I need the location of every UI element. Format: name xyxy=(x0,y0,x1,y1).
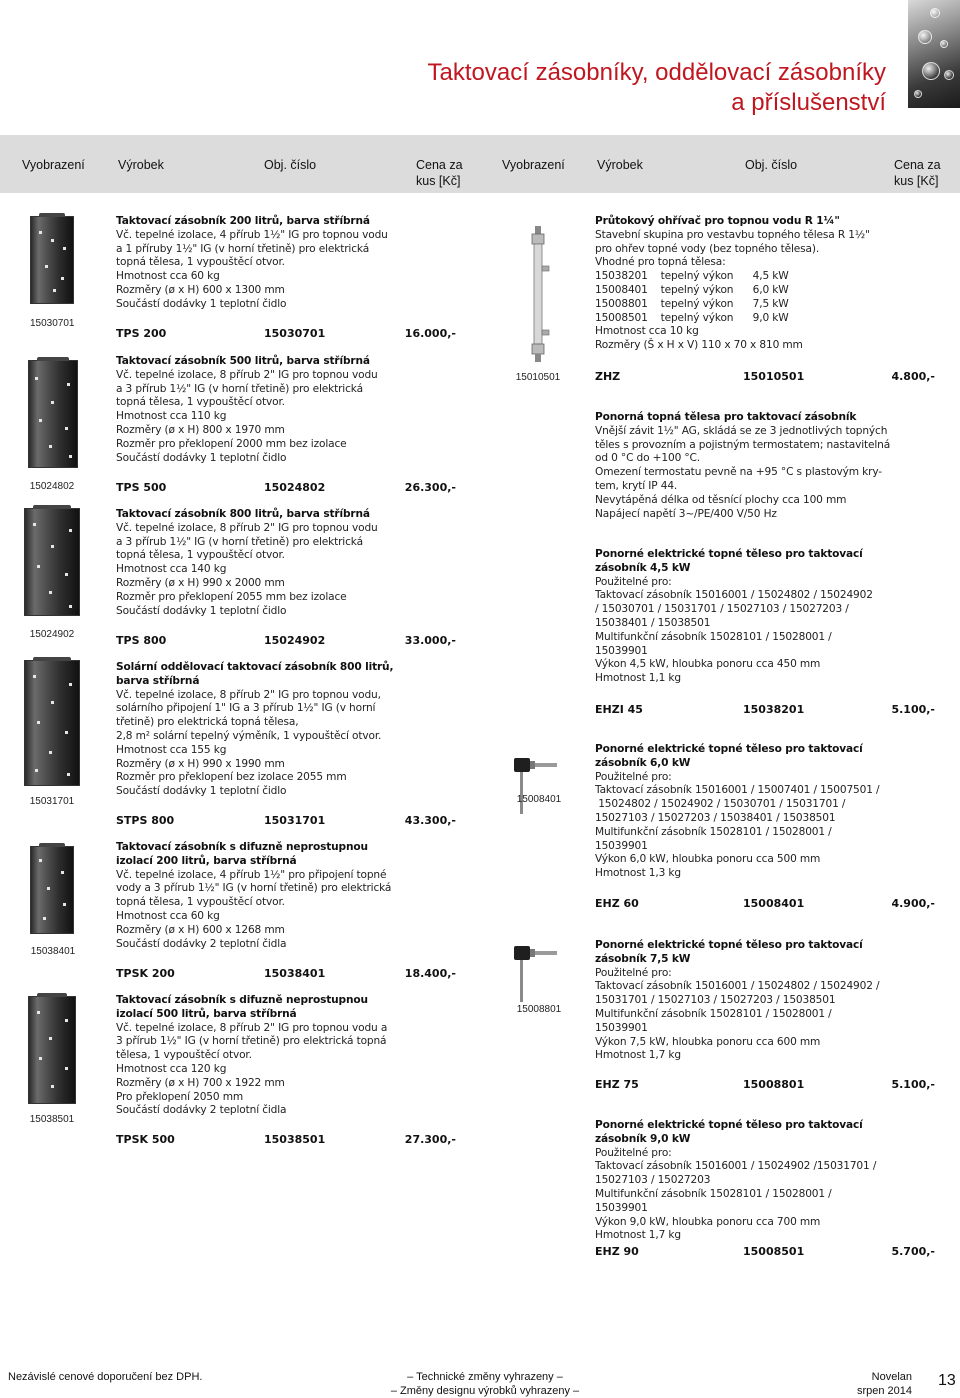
product-price: 5.100,- xyxy=(891,1078,935,1091)
product-detail-line: Výkon 6,0 kW, hloubka ponoru cca 500 mm xyxy=(595,853,821,866)
image-code-label: 15008401 xyxy=(516,794,562,805)
product-detail-line: Použitelné pro: xyxy=(595,575,672,588)
product-detail-line: 15039901 xyxy=(595,1201,648,1214)
product-price: 16.000,- xyxy=(404,327,456,340)
product-detail-line: / 15030701 / 15031701 / 15027103 / 15027203 / xyxy=(595,603,849,616)
product-detail-line: a 3 přírub 1½" IG (v horní třetině) pro elektrická xyxy=(116,382,363,395)
product-name: TPSK 500 xyxy=(116,1133,175,1146)
product-detail-line: Použitelné pro: xyxy=(595,770,672,783)
product-detail-line: 2,8 m² solární tepelný výměník, 1 vypouštěcí otvor. xyxy=(116,729,382,742)
product-detail-line: Omezení termostatu pevně na +95 °C s plastovým kry- xyxy=(595,466,882,479)
product-detail-line: Rozměry (ø x H) 800 x 1970 mm xyxy=(116,423,285,436)
product-detail-line: 15008501 tepelný výkon 9,0 kW xyxy=(595,311,789,324)
product-price: 26.300,- xyxy=(404,481,456,494)
header-right-code: Obj. číslo xyxy=(745,158,798,172)
price-row-stps800 xyxy=(116,814,456,828)
header-right-price-2: kus [Kč] xyxy=(894,174,939,188)
header-left-code: Obj. číslo xyxy=(264,158,317,172)
product-detail-line: 15038401 / 15038501 xyxy=(595,616,711,629)
product-detail-line: Vč. tepelné izolace, 4 přírub 1½" IG pro topnou vodu xyxy=(116,228,388,241)
product-detail-line: Vč. tepelné izolace, 8 přírub 2" IG pro topnou vodu, xyxy=(116,688,381,701)
product-detail-line: Výkon 4,5 kW, hloubka ponoru cca 450 mm xyxy=(595,658,821,671)
product-detail-line: solárního připojení 1" IG a 3 přírub 1½" IG (v horní xyxy=(116,702,376,715)
image-code-label: 15038401 xyxy=(30,946,76,957)
product-detail-line: Použitelné pro: xyxy=(595,966,672,979)
product-detail-line: Napájecí napětí 3~/PE/400 V/50 Hz xyxy=(595,507,777,520)
product-detail-line: 15024802 / 15024902 / 15030701 / 15031701 / xyxy=(595,798,846,811)
product-price: 33.000,- xyxy=(404,634,456,647)
product-heading-line: zásobník 6,0 kW xyxy=(595,756,691,769)
footer-date: srpen 2014 xyxy=(856,1385,912,1397)
product-detail-line: Vč. tepelné izolace, 8 přírub 2" IG pro topnou vodu xyxy=(116,521,378,534)
product-price: 5.700,- xyxy=(891,1245,935,1258)
product-detail-line: Součástí dodávky 1 teplotní čidlo xyxy=(116,297,287,310)
product-description-ehz75 xyxy=(595,939,879,1063)
product-detail-line: Hmotnost cca 120 kg xyxy=(116,1062,227,1075)
product-heading-line: Solární oddělovací taktovací zásobník 800 litrů, xyxy=(116,661,394,673)
product-heading-line: izolací 200 litrů, barva stříbrná xyxy=(116,854,297,867)
product-detail-line: Vnější závit 1½" AG, skládá se ze 3 jednotlivých topných xyxy=(595,424,888,437)
immersion-heater-image-7-5kw xyxy=(512,940,558,1004)
product-name: TPSK 200 xyxy=(116,967,175,980)
product-detail-line: Multifunkční zásobník 15028101 / 15028001 / xyxy=(595,825,832,838)
product-name: TPS 800 xyxy=(116,634,167,647)
product-detail-line: Pro překlopení 2050 mm xyxy=(116,1090,244,1103)
product-name: ZHZ xyxy=(595,370,621,383)
product-detail-line: Stavební skupina pro vestavbu topného tělesa R 1½" xyxy=(595,228,870,241)
product-heading-line: Průtokový ohřívač pro topnou vodu R 1¼" xyxy=(595,215,840,227)
product-price: 43.300,- xyxy=(404,814,456,827)
product-detail-line: Rozměry (ø x H) 990 x 1990 mm xyxy=(116,757,285,770)
product-name: EHZ 90 xyxy=(595,1245,639,1258)
product-detail-line: Rozměr pro překlopení 2000 mm bez izolace xyxy=(116,437,347,450)
price-row-zhz xyxy=(595,370,935,384)
product-description-tps500 xyxy=(116,355,378,465)
product-price: 5.100,- xyxy=(891,703,935,716)
product-detail-line: Součástí dodávky 1 teplotní čidlo xyxy=(116,451,287,464)
tank-image-tps800 xyxy=(24,508,80,616)
product-name: EHZ 75 xyxy=(595,1078,639,1091)
product-heading-line: barva stříbrná xyxy=(116,674,200,687)
product-heading-line: zásobník 7,5 kW xyxy=(595,952,691,965)
header-left-product: Výrobek xyxy=(118,158,164,172)
price-row-tpsk500 xyxy=(116,1133,456,1147)
product-description-ehz90 xyxy=(595,1119,876,1243)
product-detail-line: topná tělesa, 1 vypouštěcí otvor. xyxy=(116,396,285,409)
product-description-tpsk500 xyxy=(116,994,387,1118)
product-detail-line: a 1 příruby 1½" IG (v horní třetině) pro elektrická xyxy=(116,242,370,255)
product-price: 4.900,- xyxy=(891,897,935,910)
product-detail-line: topná tělesa, 1 vypouštěcí otvor. xyxy=(116,549,285,562)
product-heading-line: Taktovací zásobník s difuzně neprostupnou xyxy=(116,994,368,1006)
product-detail-line: 15031701 / 15027103 / 15027203 / 15038501 xyxy=(595,994,836,1007)
product-detail-line: tělesa, 1 vypouštěcí otvor. xyxy=(116,1049,252,1062)
footer-brand: Novelan xyxy=(871,1371,912,1383)
flow-heater-image xyxy=(523,226,553,364)
product-description-tps800 xyxy=(116,508,378,618)
image-code-label: 15010501 xyxy=(515,372,561,383)
product-detail-line: 15038201 tepelný výkon 4,5 kW xyxy=(595,270,789,283)
product-code: 15008401 xyxy=(743,897,805,910)
product-heading-line: zásobník 9,0 kW xyxy=(595,1132,691,1145)
product-detail-line: 15039901 xyxy=(595,1021,648,1034)
product-detail-line: Rozměr pro překlopení 2055 mm bez izolace xyxy=(116,590,347,603)
water-drops-image xyxy=(908,0,960,108)
immersion-heaters-intro xyxy=(595,411,890,521)
product-price: 27.300,- xyxy=(404,1133,456,1146)
header-right-image: Vyobrazení xyxy=(502,158,565,172)
product-detail-line: Multifunkční zásobník 15028101 / 15028001 / xyxy=(595,1007,832,1020)
immersion-heater-image-6kw xyxy=(512,752,558,816)
product-name: EHZI 45 xyxy=(595,703,643,716)
product-heading-line: Taktovací zásobník 800 litrů, barva stříbrná xyxy=(116,508,370,520)
product-detail-line: Hmotnost cca 110 kg xyxy=(116,410,227,423)
product-detail-line: 15039901 xyxy=(595,644,648,657)
product-detail-line: Součástí dodávky 2 teplotní čidla xyxy=(116,937,287,950)
product-heading-line: Ponorné elektrické topné těleso pro taktovací xyxy=(595,1119,863,1131)
product-detail-line: Vč. tepelné izolace, 8 přírub 2" IG pro topnou vodu a xyxy=(116,1021,388,1034)
price-row-ehz60 xyxy=(595,897,935,911)
page-number: 13 xyxy=(938,1372,956,1389)
product-detail-line: Nevytápěná délka od těsnící plochy cca 100 mm xyxy=(595,493,847,506)
page-title-line2: a příslušenství xyxy=(731,89,886,116)
product-code: 15030701 xyxy=(264,327,326,340)
product-code: 15038201 xyxy=(743,703,805,716)
product-code: 15010501 xyxy=(743,370,805,383)
product-detail-line: Hmotnost cca 140 kg xyxy=(116,563,227,576)
product-detail-line: tem, krytí IP 44. xyxy=(595,479,678,492)
product-heading-line: Taktovací zásobník s difuzně neprostupnou xyxy=(116,841,368,853)
product-detail-line: 15008801 tepelný výkon 7,5 kW xyxy=(595,297,789,310)
product-detail-line: vody a 3 přírub 1½" IG (v horní třetině) pro elektrická xyxy=(116,882,392,895)
page-title xyxy=(428,58,886,118)
product-detail-line: Taktovací zásobník 15016001 / 15024802 / 15024902 xyxy=(595,589,873,602)
product-detail-line: třetině) pro elektrická topná tělesa, xyxy=(116,716,299,729)
price-row-tps200 xyxy=(116,327,456,341)
image-code-label: 15030701 xyxy=(30,318,75,329)
product-price: 4.800,- xyxy=(891,370,935,383)
product-detail-line: těles s provozním a pojistným termostatem; nastavitelná xyxy=(595,438,891,451)
product-description-zhz xyxy=(595,215,870,353)
image-code-label: 15024802 xyxy=(29,481,75,492)
footer-price-note: Nezávislé cenové doporučení bez DPH. xyxy=(8,1371,203,1383)
product-detail-line: Výkon 7,5 kW, hloubka ponoru cca 600 mm xyxy=(595,1035,821,1048)
product-code: 15038401 xyxy=(264,967,326,980)
product-detail-line: Výkon 9,0 kW, hloubka ponoru cca 700 mm xyxy=(595,1215,821,1228)
product-detail-line: Vč. tepelné izolace, 4 přírub 1½" pro připojení topné xyxy=(116,868,387,881)
product-detail-line: Hmotnost 1,7 kg xyxy=(595,1229,681,1242)
product-heading-line: Taktovací zásobník 500 litrů, barva stříbrná xyxy=(116,355,370,367)
product-detail-line: topná tělesa, 1 vypouštěcí otvor. xyxy=(116,896,285,909)
price-row-ehzi45 xyxy=(595,703,935,717)
product-detail-line: Hmotnost cca 10 kg xyxy=(595,325,699,338)
price-row-ehz90 xyxy=(595,1245,935,1259)
tank-image-tps200 xyxy=(30,216,74,304)
tank-image-tps500 xyxy=(28,360,78,468)
product-description-ehzi45 xyxy=(595,548,873,686)
product-detail-line: topná tělesa, 1 vypouštěcí otvor. xyxy=(116,256,285,269)
product-detail-line: Součástí dodávky 2 teplotní čidla xyxy=(116,1104,287,1117)
product-code: 15024902 xyxy=(264,634,326,647)
product-code: 15031701 xyxy=(264,814,326,827)
footer-technical-changes: – Technické změny vyhrazeny – xyxy=(407,1371,563,1383)
image-code-label: 15024902 xyxy=(29,629,75,640)
image-code-label: 15008801 xyxy=(516,1004,562,1015)
image-code-label: 15038501 xyxy=(29,1114,75,1125)
product-detail-line: Taktovací zásobník 15016001 / 15024902 /15031701 / xyxy=(595,1160,877,1173)
product-detail-line: Rozměry (ø x H) 600 x 1268 mm xyxy=(116,923,285,936)
product-heading-line: Ponorné elektrické topné těleso pro taktovací xyxy=(595,939,863,951)
product-code: 15008501 xyxy=(743,1245,805,1258)
product-detail-line: Taktovací zásobník 15016001 / 15007401 / 15007501 / xyxy=(595,784,880,797)
product-name: EHZ 60 xyxy=(595,897,639,910)
product-detail-line: Rozměry (ø x H) 700 x 1922 mm xyxy=(116,1076,285,1089)
product-detail-line: 15027103 / 15027203 xyxy=(595,1174,711,1187)
product-detail-line: Použitelné pro: xyxy=(595,1146,672,1159)
product-price: 18.400,- xyxy=(404,967,456,980)
price-row-tpsk200 xyxy=(116,967,456,981)
product-name: STPS 800 xyxy=(116,814,175,827)
product-detail-line: Rozměry (ø x H) 990 x 2000 mm xyxy=(116,576,285,589)
page-title-line1: Taktovací zásobníky, oddělovací zásobníky xyxy=(427,59,886,86)
product-name: TPS 200 xyxy=(116,327,167,340)
product-name: TPS 500 xyxy=(116,481,167,494)
price-row-tps500 xyxy=(116,481,456,495)
product-heading-line: izolací 500 litrů, barva stříbrná xyxy=(116,1007,297,1020)
tank-image-tpsk500 xyxy=(28,996,76,1104)
image-code-label: 15031701 xyxy=(29,796,75,807)
tank-image-stps800 xyxy=(24,660,80,786)
product-heading-line: Ponorná topná tělesa pro taktovací zásobník xyxy=(595,411,857,423)
product-detail-line: pro ohřev topné vody (bez topného tělesa). xyxy=(595,242,820,255)
product-detail-line: Taktovací zásobník 15016001 / 15024802 / 15024902 / xyxy=(595,980,880,993)
product-detail-line: Rozměry (Š x H x V) 110 x 70 x 810 mm xyxy=(595,339,803,352)
product-detail-line: Hmotnost 1,3 kg xyxy=(595,867,681,880)
price-row-ehz75 xyxy=(595,1078,935,1092)
product-detail-line: Hmotnost cca 60 kg xyxy=(116,270,220,283)
header-right-price-1: Cena za xyxy=(894,158,941,172)
product-detail-line: Vhodné pro topná tělesa: xyxy=(595,256,726,269)
product-detail-line: 15008401 tepelný výkon 6,0 kW xyxy=(595,283,789,296)
product-detail-line: Multifunkční zásobník 15028101 / 15028001 / xyxy=(595,630,832,643)
product-code: 15008801 xyxy=(743,1078,805,1091)
product-description-stps800 xyxy=(116,661,393,799)
product-detail-line: Rozměry (ø x H) 600 x 1300 mm xyxy=(116,283,285,296)
product-detail-line: 3 přírub 1½" IG (v horní třetině) pro elektrická topná xyxy=(116,1035,387,1048)
product-description-ehz60 xyxy=(595,743,879,881)
product-detail-line: Hmotnost cca 60 kg xyxy=(116,909,220,922)
footer-design-changes: – Změny designu výrobků vyhrazeny – xyxy=(390,1385,580,1397)
product-description-tpsk200 xyxy=(116,841,391,951)
product-detail-line: Hmotnost 1,1 kg xyxy=(595,672,681,685)
product-detail-line: Hmotnost 1,7 kg xyxy=(595,1049,681,1062)
product-detail-line: Součástí dodávky 1 teplotní čidlo xyxy=(116,785,287,798)
header-left-price-2: kus [Kč] xyxy=(416,174,461,188)
header-left-image: Vyobrazení xyxy=(22,158,85,172)
product-detail-line: Multifunkční zásobník 15028101 / 15028001 / xyxy=(595,1187,832,1200)
product-code: 15038501 xyxy=(264,1133,326,1146)
product-heading-line: zásobník 4,5 kW xyxy=(595,561,691,574)
price-row-tps800 xyxy=(116,634,456,648)
product-heading-line: Taktovací zásobník 200 litrů, barva stříbrná xyxy=(116,215,370,227)
header-right-product: Výrobek xyxy=(597,158,643,172)
product-description-tps200 xyxy=(116,215,388,312)
product-detail-line: od 0 °C do +100 °C. xyxy=(595,452,700,465)
product-detail-line: 15039901 xyxy=(595,839,648,852)
product-detail-line: Rozměr pro překlopení bez izolace 2055 mm xyxy=(116,771,347,784)
product-detail-line: 15027103 / 15027203 / 15038401 / 15038501 xyxy=(595,811,836,824)
product-detail-line: Hmotnost cca 155 kg xyxy=(116,743,227,756)
tank-image-tpsk200 xyxy=(30,846,74,934)
product-detail-line: a 3 přírub 1½" IG (v horní třetině) pro elektrická xyxy=(116,535,363,548)
product-code: 15024802 xyxy=(264,481,326,494)
product-heading-line: Ponorné elektrické topné těleso pro taktovací xyxy=(595,548,863,560)
header-left-price-1: Cena za xyxy=(416,158,463,172)
product-detail-line: Vč. tepelné izolace, 8 přírub 2" IG pro topnou vodu xyxy=(116,368,378,381)
product-heading-line: Ponorné elektrické topné těleso pro taktovací xyxy=(595,743,863,755)
product-detail-line: Součástí dodávky 1 teplotní čidlo xyxy=(116,604,287,617)
